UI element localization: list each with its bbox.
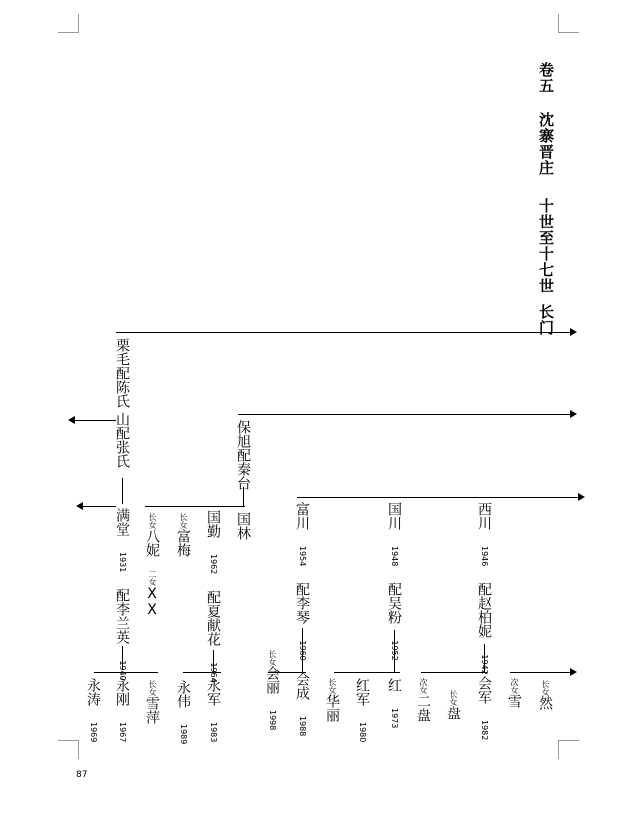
person-ran: 长女然 bbox=[537, 680, 553, 710]
guoqin-connector bbox=[213, 650, 214, 672]
person-huili: 长女会丽 1998 bbox=[264, 650, 280, 731]
title-generations: 十世至十七世 bbox=[537, 198, 555, 294]
gen-line-3 bbox=[297, 497, 580, 498]
ran-sibling-line bbox=[510, 672, 572, 673]
yonggang-sibling-line bbox=[94, 672, 158, 673]
guoqin-branch-line bbox=[145, 506, 245, 507]
title-branch: 长门 bbox=[537, 304, 555, 336]
xichuan-connector bbox=[484, 644, 485, 672]
manchang-connector bbox=[122, 646, 123, 670]
person-banini: 长女八妮 bbox=[144, 513, 160, 557]
title-volume: 卷五 bbox=[537, 62, 555, 94]
baoxu-connector bbox=[243, 487, 244, 507]
person-baoxu: 保旭配秦台 bbox=[235, 420, 251, 490]
person-xx: 二女XX bbox=[144, 570, 160, 618]
crop-mark-top-right bbox=[558, 14, 579, 33]
huijun-sibling-line bbox=[421, 672, 487, 673]
person-shan: 山配张氏 bbox=[114, 412, 130, 468]
arrow-left-icon bbox=[68, 416, 75, 424]
hong-sibling-line bbox=[334, 672, 400, 673]
crop-mark-top-left bbox=[58, 14, 79, 33]
page-number: 87 bbox=[76, 770, 88, 780]
arrow-right-icon bbox=[570, 410, 577, 418]
crop-mark-bottom-left bbox=[58, 740, 79, 759]
person-huali: 长女华丽 bbox=[324, 678, 340, 722]
person-guochuan: 国川 1948 配吴粉 1952 bbox=[386, 502, 402, 661]
arrow-right-icon bbox=[570, 668, 577, 676]
title-family: 沈寨晋庄 bbox=[537, 112, 555, 176]
person-guoqin: 国勤 1962 配夏献花 1964 bbox=[205, 510, 221, 683]
person-yongwei: 永伟 1989 bbox=[175, 680, 191, 745]
person-xue: 次女雪 bbox=[506, 678, 522, 708]
crop-mark-bottom-right bbox=[558, 740, 579, 759]
person-xueping: 长女雪萍 bbox=[144, 680, 160, 724]
guochuan-connector bbox=[394, 630, 395, 672]
person-manchang: 满堂 1931 配李兰英 1940 bbox=[114, 508, 130, 681]
person-erpan: 次女二盘 bbox=[415, 678, 431, 722]
shan-line bbox=[74, 420, 116, 421]
person-hongjun: 红军 1980 bbox=[354, 678, 370, 743]
person-yonggang: 永刚 1967 bbox=[114, 678, 130, 743]
person-hong: 红 1973 bbox=[386, 678, 402, 729]
person-fumei: 长女富梅 bbox=[175, 513, 191, 557]
page-title bbox=[538, 62, 553, 336]
gen-line-2 bbox=[238, 414, 572, 415]
person-pan: 长女盘 bbox=[445, 690, 461, 720]
yongjun-sibling-line bbox=[183, 672, 221, 673]
person-xichuan: 西川 1946 配赵柏妮 1942 bbox=[476, 502, 492, 675]
gen-line-1 bbox=[116, 332, 572, 333]
person-yongjun: 永军 1983 bbox=[205, 678, 221, 743]
person-limao: 栗毛配陈氏 bbox=[114, 338, 130, 408]
arrow-left-icon bbox=[76, 502, 83, 510]
person-guolin: 国林 bbox=[235, 512, 251, 540]
person-huijun: 会军 1982 bbox=[476, 676, 492, 741]
person-fuchuan: 富川 1954 配李琴 1960 bbox=[294, 502, 310, 661]
person-yongtao: 永涛 1969 bbox=[85, 678, 101, 743]
arrow-right-icon bbox=[570, 328, 577, 336]
fuchuan-connector bbox=[302, 628, 303, 672]
manchang-line bbox=[82, 506, 116, 507]
person-huicheng: 会成 1988 bbox=[294, 672, 310, 737]
arrow-right-icon bbox=[578, 493, 585, 501]
shan-connector bbox=[122, 478, 123, 504]
